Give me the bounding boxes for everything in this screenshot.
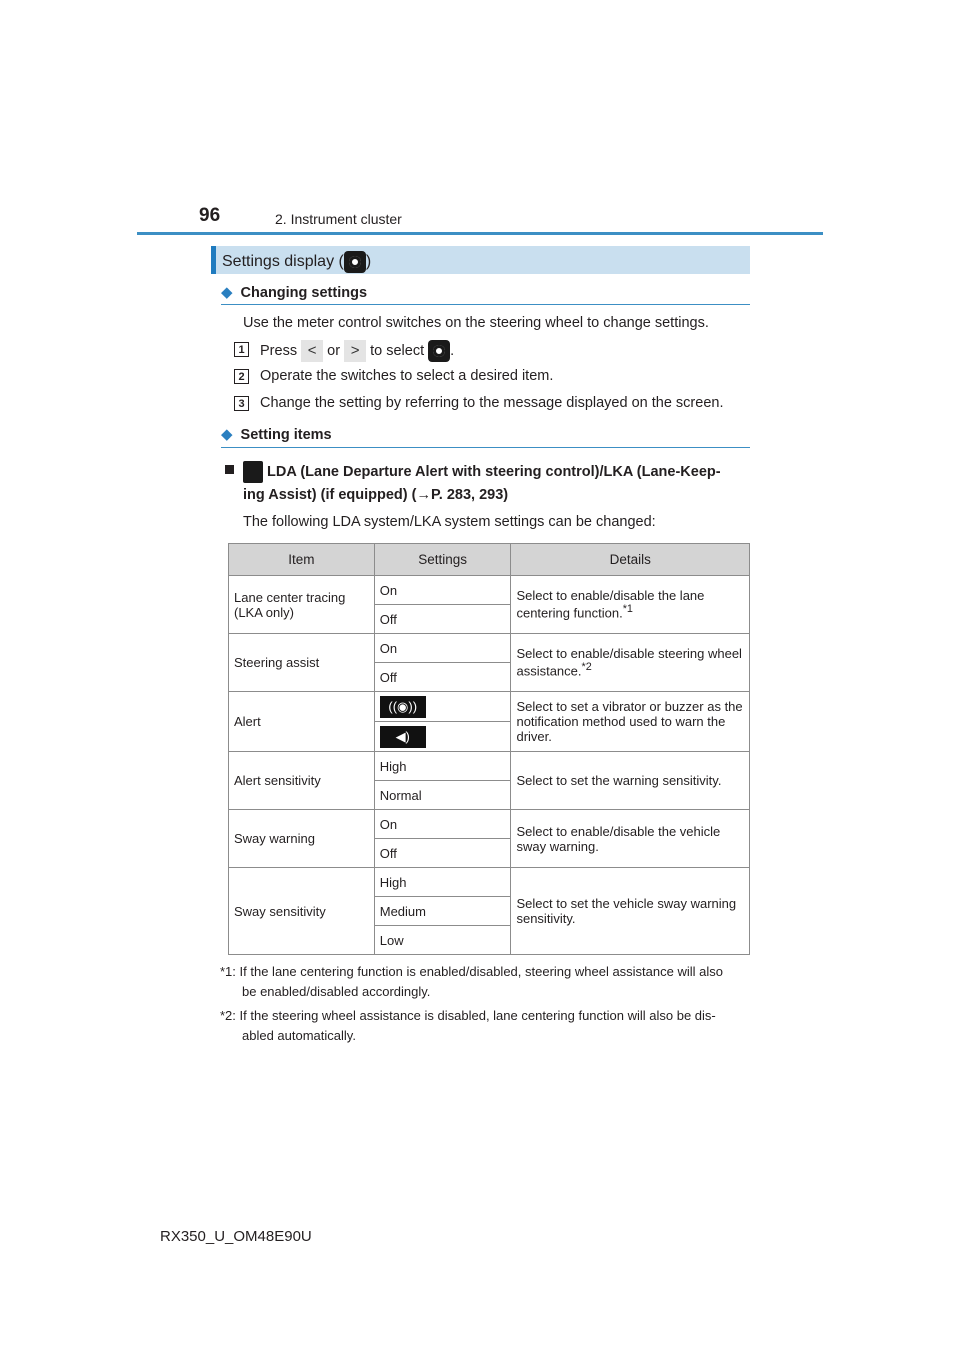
footnote-1: *1: If the lane centering function is enabled/disabled, steering wheel assistance will also be enabled/disabled accordingly. xyxy=(220,964,723,999)
setting-cell xyxy=(374,722,511,752)
details-cell: Select to set a vibrator or buzzer as the notification method used to warn the driver. xyxy=(511,692,750,752)
step-number: 1 xyxy=(234,342,249,357)
footnote-ref: *1 xyxy=(622,603,633,616)
table-row xyxy=(229,868,750,897)
setting-cell: On xyxy=(374,634,511,663)
step-3-text: Change the setting by referring to the message displayed on the screen. xyxy=(260,395,724,411)
step-number: 3 xyxy=(234,396,249,411)
page-number: 96 xyxy=(199,205,221,226)
item-cell: Alert xyxy=(229,692,375,752)
table-row xyxy=(229,634,750,663)
details-cell: Select to enable/disable the lane centering function.$^{*1}$ xyxy=(511,576,750,634)
footnote-mark: *1: xyxy=(220,964,236,979)
diamond-bullet-icon: ◆ xyxy=(221,426,233,443)
column-header: Item xyxy=(229,544,375,576)
item-cell: Alert sensitivity xyxy=(229,752,375,810)
diamond-bullet-icon: ◆ xyxy=(221,284,233,301)
right-arrow-icon: > xyxy=(344,340,366,362)
section-title: Settings display ( ) xyxy=(222,251,371,273)
table-row xyxy=(229,576,750,605)
left-arrow-icon: < xyxy=(301,340,323,362)
table-row xyxy=(229,810,750,839)
gear-icon xyxy=(428,340,450,362)
setting-cell: On xyxy=(374,576,511,605)
lda-heading-line2: ing Assist) (if equipped) (→P. 283, 293) xyxy=(243,487,509,503)
setting-cell: Normal xyxy=(374,781,511,810)
item-cell: Steering assist xyxy=(229,634,375,692)
item-cell: Sway warning xyxy=(229,810,375,868)
header-rule xyxy=(137,232,823,235)
item-cell: Sway sensitivity xyxy=(229,868,375,955)
footnote-mark: *2: xyxy=(220,1008,236,1023)
buzzer-icon: ◀) xyxy=(380,726,426,748)
details-cell: Select to enable/disable steering wheel assistance.$^{*2}$ xyxy=(511,634,750,692)
document-code: RX350_U_OM48E90U xyxy=(160,1228,312,1245)
setting-cell: On xyxy=(374,810,511,839)
table-row xyxy=(229,692,750,722)
setting-cell: Off xyxy=(374,605,511,634)
gear-icon xyxy=(344,251,366,273)
footnote-2: *2: If the steering wheel assistance is disabled, lane centering function will also be dis- abled automatically. xyxy=(220,1008,716,1043)
step-1-text: Press < or > to select . xyxy=(260,340,454,362)
settings-table xyxy=(228,543,750,955)
setting-cell: Medium xyxy=(374,897,511,926)
subheading-rule xyxy=(221,304,750,305)
item-cell: Lane center tracing (LKA only) xyxy=(229,576,375,634)
setting-cell xyxy=(374,692,511,722)
setting-cell: Low xyxy=(374,926,511,955)
square-bullet-icon xyxy=(225,465,234,474)
subheading-rule xyxy=(221,447,750,448)
step-number: 2 xyxy=(234,369,249,384)
changing-settings-heading: ◆ Changing settings xyxy=(221,284,368,301)
lda-icon xyxy=(243,461,263,483)
table-row xyxy=(229,752,750,781)
setting-items-intro: The following LDA system/LKA system settings can be changed: xyxy=(243,514,656,530)
changing-intro: Use the meter control switches on the steering wheel to change settings. xyxy=(243,315,709,331)
details-cell: Select to set the vehicle sway warning sensitivity. xyxy=(511,868,750,955)
details-cell: Select to enable/disable the vehicle sway warning. xyxy=(511,810,750,868)
table-header-row xyxy=(229,544,750,576)
setting-cell: High xyxy=(374,868,511,897)
column-header: Details xyxy=(511,544,750,576)
vibrator-icon: ((◉)) xyxy=(380,696,426,718)
details-cell: Select to set the warning sensitivity. xyxy=(511,752,750,810)
column-header: Settings xyxy=(374,544,511,576)
setting-cell: Off xyxy=(374,663,511,692)
chapter-title: 2. Instrument cluster xyxy=(275,211,402,227)
setting-cell: Off xyxy=(374,839,511,868)
footnote-ref: *2 xyxy=(581,661,592,674)
step-2-text: Operate the switches to select a desired item. xyxy=(260,368,554,384)
lda-heading-line1: LDA (Lane Departure Alert with steering control)/LKA (Lane-Keep- xyxy=(243,461,721,483)
setting-cell: High xyxy=(374,752,511,781)
setting-items-heading: ◆ Setting items xyxy=(221,426,332,443)
